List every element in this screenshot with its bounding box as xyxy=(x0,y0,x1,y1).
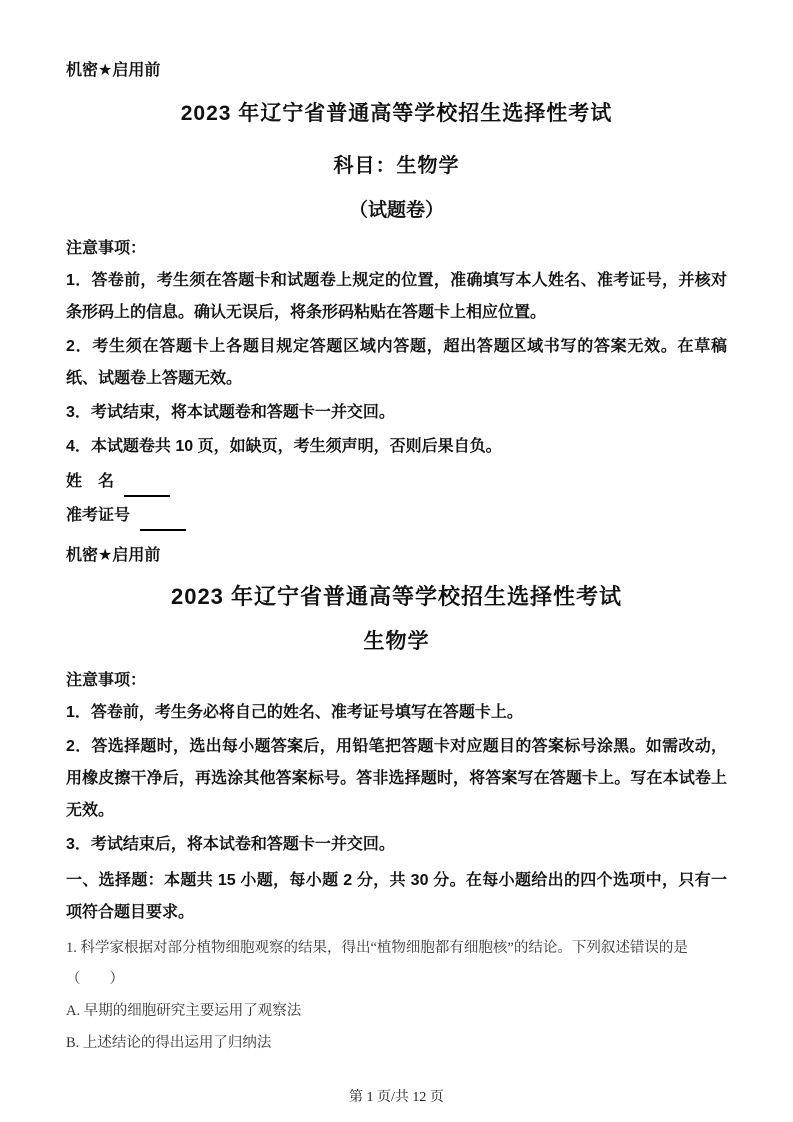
cover-subject-line: 科目：生物学 xyxy=(333,155,460,177)
question-1-option-b: B. 上述结论的得出运用了归纳法 xyxy=(66,1035,272,1051)
exam-section xyxy=(66,545,727,1059)
admission-number-field-row xyxy=(66,501,727,531)
cover-notice-heading: 注意事项： xyxy=(66,240,147,257)
multiple-choice-section-heading: 一、选择题：本题共 15 小题，每小题 2 分，共 30 分。在每小题给出的四个选项中，只有一项符合题目要求。 xyxy=(66,872,727,921)
cover-notice-item-2: 2．考生须在答题卡上各题目规定答题区域内答题，超出答题区域书写的答案无效。在草稿纸、试题卷上答题无效。 xyxy=(66,338,727,387)
name-field-blank-line xyxy=(124,475,170,497)
name-field-label: 姓 名 xyxy=(66,473,115,490)
admission-number-field-label: 准考证号 xyxy=(66,507,131,524)
exam-title: 2023 年辽宁省普通高等学校招生选择性考试 xyxy=(170,584,623,609)
exam-notice-item-1: 1．答卷前，考生务必将自己的姓名、准考证号填写在答题卡上。 xyxy=(66,704,523,721)
exam-classification-label: 机密★启用前 xyxy=(66,547,161,564)
question-1-answer-bracket: （ ） xyxy=(66,971,124,987)
page-number-footer: 第 1 页/共 12 页 xyxy=(349,1090,444,1105)
cover-section xyxy=(66,60,727,531)
cover-notice-item-1: 1．答卷前，考生须在答题卡和试题卷上规定的位置，准确填写本人姓名、准考证号，并核对条形码上的信息。确认无误后，将条形码粘贴在答题卡上相应位置。 xyxy=(66,272,727,321)
name-field-row xyxy=(66,467,727,497)
cover-notice-item-3: 3．考试结束，将本试题卷和答题卡一并交回。 xyxy=(66,404,395,421)
exam-notice-item-3: 3．考试结束后，将本试卷和答题卡一并交回。 xyxy=(66,836,395,853)
question-1-stem: 1. 科学家根据对部分植物细胞观察的结果，得出“植物细胞都有细胞核”的结论。下列叙述错误的是 xyxy=(66,940,688,956)
cover-notice-item-4: 4．本试题卷共 10 页，如缺页，考生须声明，否则后果自负。 xyxy=(66,438,502,455)
exam-notice-heading: 注意事项： xyxy=(66,672,147,689)
question-1-option-a: A. 早期的细胞研究主要运用了观察法 xyxy=(66,1003,302,1019)
cover-paper-type-label: （试题卷） xyxy=(348,200,444,221)
admission-number-blank-line xyxy=(140,509,186,531)
exam-subject-title: 生物学 xyxy=(363,630,430,653)
exam-notice-item-2: 2．答选择题时，选出每小题答案后，用铅笔把答题卡对应题目的答案标号涂黑。如需改动，用橡皮擦干净后，再选涂其他答案标号。答非选择题时，将答案写在答题卡上。写在本试卷上无效。 xyxy=(66,738,727,819)
cover-classification-label: 机密★启用前 xyxy=(66,62,161,79)
cover-exam-title: 2023 年辽宁省普通高等学校招生选择性考试 xyxy=(180,102,613,125)
